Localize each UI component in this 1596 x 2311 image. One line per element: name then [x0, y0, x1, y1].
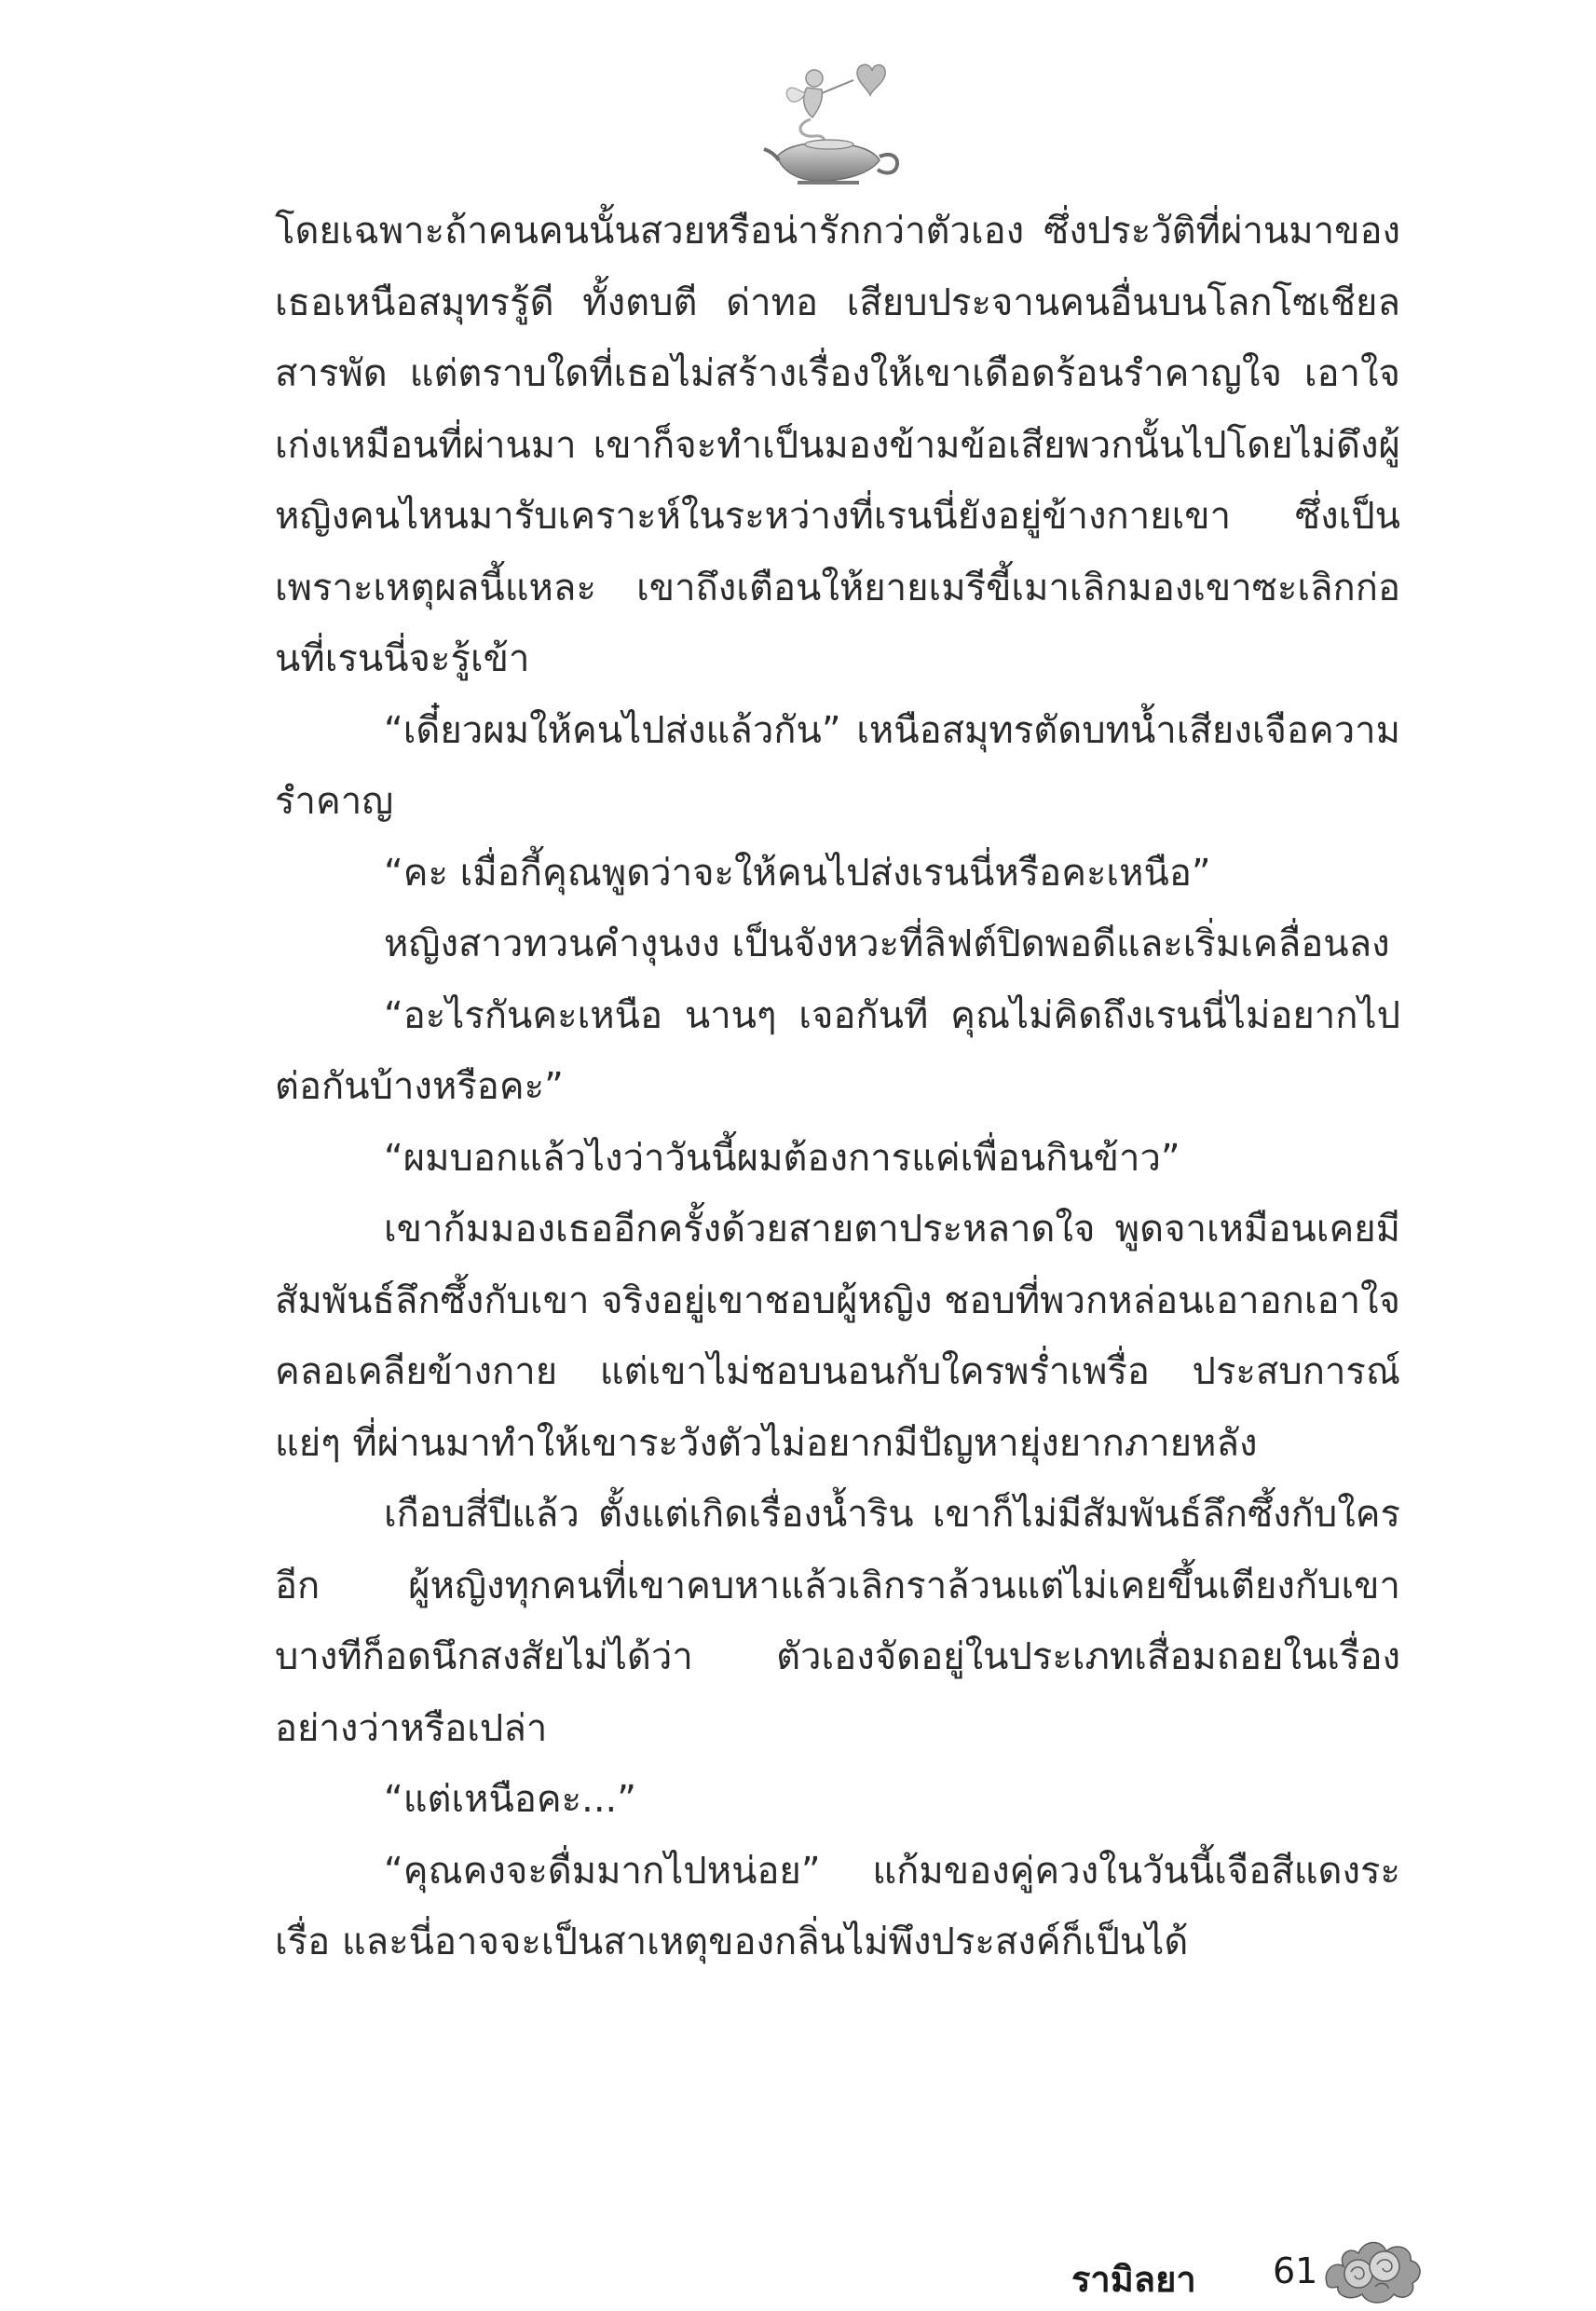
paragraph: “ผมบอกแล้วไงว่าวันนี้ผมต้องการแค่เพื่อนกินข้าว”	[384, 1136, 1180, 1180]
paragraph: “คุณคงจะดื่มมากไปหน่อย” แก้มของคู่ควงในวันนี้เจือสีแดงระเรื่อ และนี่อาจจะเป็นสาเหตุของกลิ่นไม่พึงประสงค์ก็เป็นได้	[275, 1849, 1400, 1963]
paragraph: “แต่เหนือคะ...”	[384, 1778, 636, 1821]
paragraph: หญิงสาวทวนคำงุนงง เป็นจังหวะที่ลิฟต์ปิดพอดีและเริ่มเคลื่อนลง	[384, 923, 1390, 965]
paragraph: “เดี๋ยวผมให้คนไปส่งแล้วกัน” เหนือสมุทรตัดบทน้ำเสียงเจือความรำคาญ	[275, 708, 1400, 823]
chapter-text	[275, 196, 1400, 1978]
paragraph: เกือบสี่ปีแล้ว ตั้งแต่เกิดเรื่องน้ำริน เขาก็ไม่มีสัมพันธ์ลึกซึ้งกับใครอีก ผู้หญิงทุกคนที่เขาคบหาแล้วเลิกราล้วนแต่ไม่เคยขึ้นเตียงกับเขา บางทีก็อดนึกสงสัยไม่ได้ว่า ตัวเองจัดอยู่ในประเภทเสื่อมถอยในเรื่องอย่างว่าหรือเปล่า	[275, 1493, 1400, 1750]
paragraph: โดยเฉพาะถ้าคนคนนั้นสวยหรือน่ารักกว่าตัวเอง ซึ่งประวัติที่ผ่านมาของเธอเหนือสมุทรรู้ดี ทั้งตบตี ด่าทอ เสียบประจานคนอื่นบนโลกโซเชียลสารพัด แต่ตราบใดที่เธอไม่สร้างเรื่องให้เขาเดือดร้อนรำคาญใจ เอาใจเก่งเหมือนที่ผ่านมา เขาก็จะทำเป็นมองข้ามข้อเสียพวกนั้นไปโดยไม่ดึงผู้หญิงคนไหนมารับเคราะห์ในระหว่างที่เรนนี่ยังอยู่ข้างกายเขา ซึ่งเป็นเพราะเหตุผลนี้แหละ เขาถึงเตือนให้ยายเมรีขี้เมาเลิกมองเขาซะเลิกก่อนที่เรนนี่จะรู้เข้า	[275, 210, 1400, 680]
page-number: 61	[1273, 2250, 1318, 2291]
footer-author: รามิลยา	[1071, 2259, 1196, 2300]
paragraph: “อะไรกันคะเหนือ นานๆ เจอกันที คุณไม่คิดถึงเรนนี่ไม่อยากไปต่อกันบ้างหรือคะ”	[275, 993, 1400, 1108]
paragraph: “คะ เมื่อกี้คุณพูดว่าจะให้คนไปส่งเรนนี่หรือคะเหนือ”	[384, 851, 1211, 895]
rose-icon	[1321, 2229, 1425, 2305]
cupid-teapot-ornament-icon	[757, 52, 906, 192]
paragraph: เขาก้มมองเธออีกครั้งด้วยสายตาประหลาดใจ พูดจาเหมือนเคยมีสัมพันธ์ลึกซึ้งกับเขา จริงอยู่เขาชอบผู้หญิง ชอบที่พวกหล่อนเอาอกเอาใจ คลอเคลียข้างกาย แต่เขาไม่ชอบนอนกับใครพร่ำเพรื่อ ประสบการณ์แย่ๆ ที่ผ่านมาทำให้เขาระวังตัวไม่อยากมีปัญหายุ่งยากภายหลัง	[275, 1208, 1400, 1465]
